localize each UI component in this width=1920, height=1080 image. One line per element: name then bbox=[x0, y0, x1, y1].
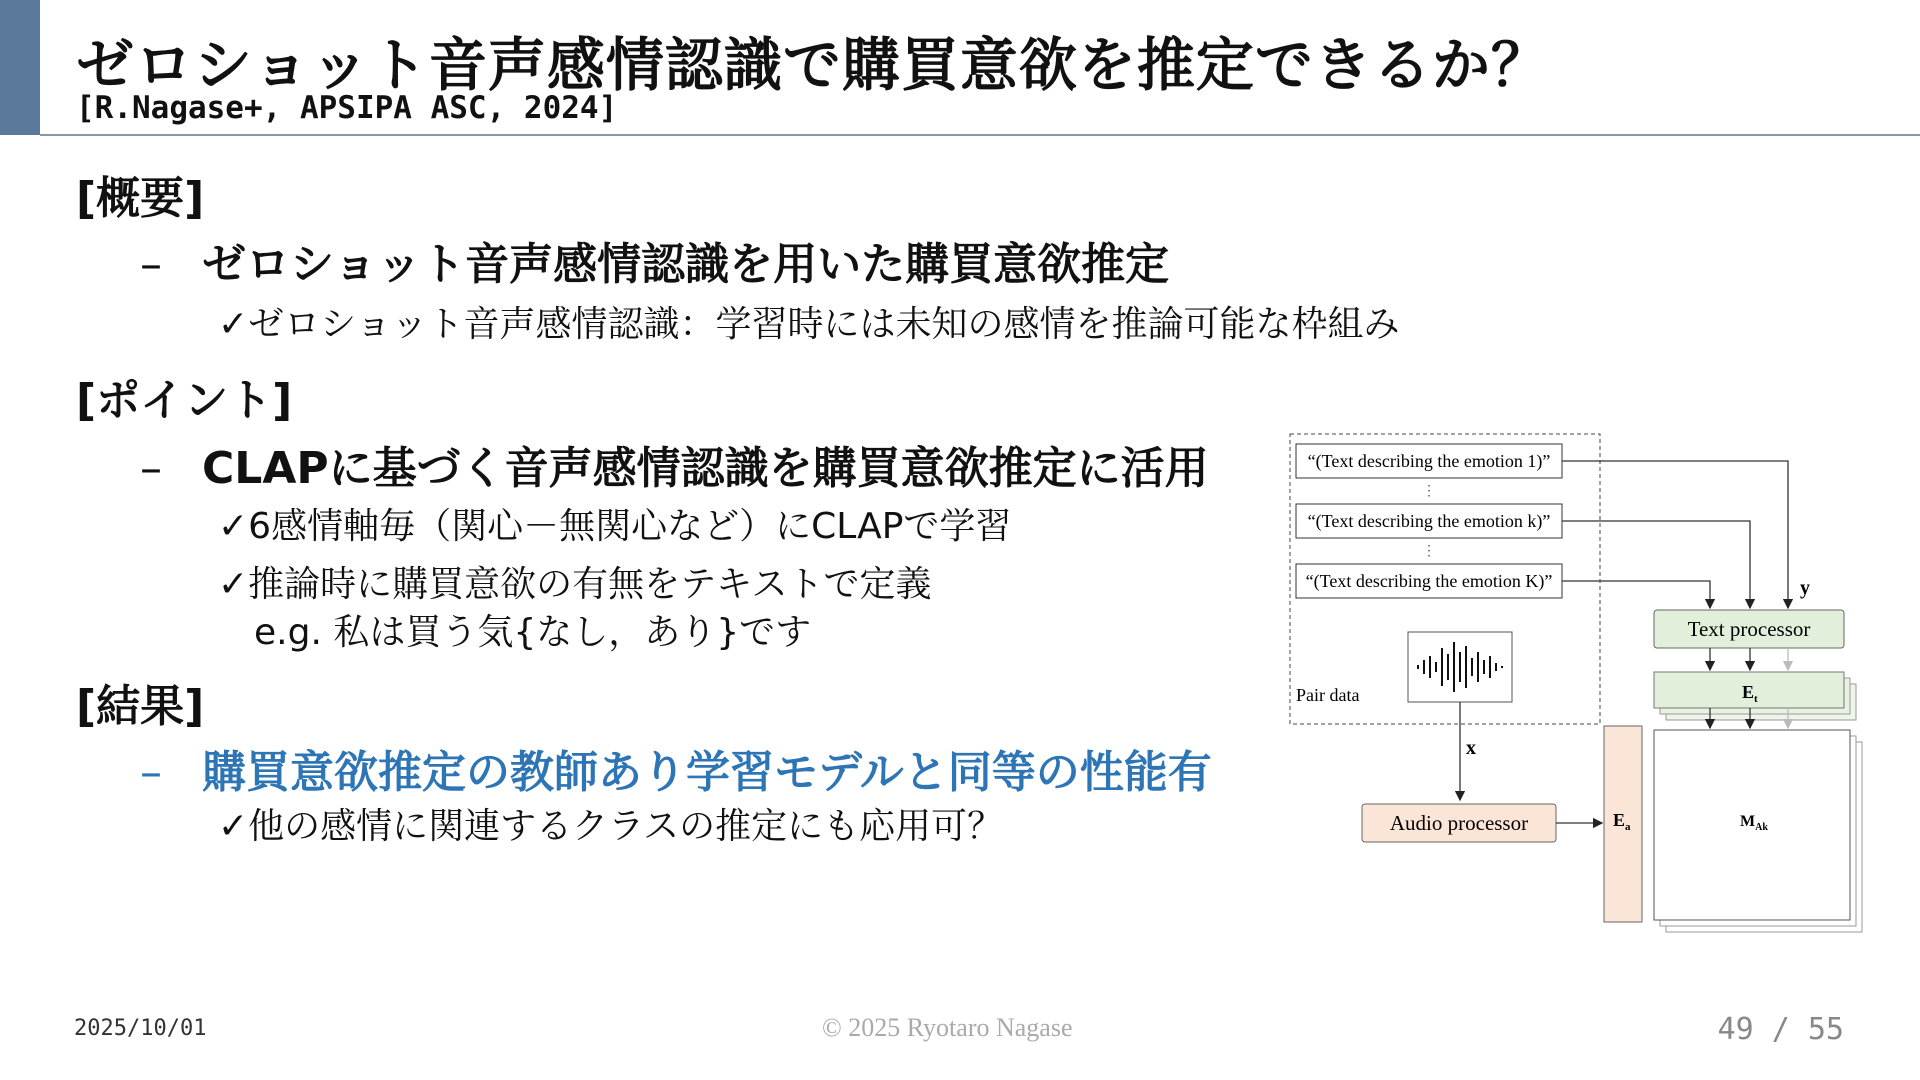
bullet-dash: – bbox=[140, 239, 162, 290]
citation: [R.Nagase+, APSIPA ASC, 2024] bbox=[76, 90, 618, 126]
bullet-dash: – bbox=[140, 443, 162, 494]
arrow-text1 bbox=[1562, 461, 1788, 608]
points-sub-1 bbox=[218, 498, 1011, 549]
title-divider bbox=[40, 134, 1920, 136]
points-sub-2 bbox=[218, 556, 931, 607]
clap-architecture-diagram bbox=[1280, 428, 1880, 938]
arrow-textK bbox=[1562, 581, 1710, 608]
points-example: e.g. 私は買う気{なし，あり}です bbox=[254, 612, 812, 653]
footer-copyright: © 2025 Ryotaro Nagase bbox=[822, 1013, 1073, 1042]
overview-item-text: ゼロショット音声感情認識を用いた購買意欲推定 bbox=[202, 239, 1170, 290]
vertical-ellipsis: ⋮ bbox=[1422, 544, 1436, 559]
text-box-K-label: “(Text describing the emotion K)” bbox=[1305, 571, 1553, 591]
footer-date: 2025/10/01 bbox=[74, 1016, 207, 1041]
overview-item bbox=[140, 228, 1169, 292]
results-sub bbox=[218, 798, 1003, 849]
overview-sub-text: ゼロショット音声感情認識：学習時には未知の感情を推論可能な枠組み bbox=[248, 304, 1400, 345]
audio-processor-label: Audio processor bbox=[1389, 811, 1529, 835]
vertical-ellipsis: ⋮ bbox=[1422, 484, 1436, 499]
page-number: 49 / 55 bbox=[1717, 1012, 1844, 1047]
et-label: $E_t$ bbox=[1742, 682, 1758, 705]
m-label: $M_{Ak}$ bbox=[1740, 813, 1768, 833]
check-icon: ✓ bbox=[218, 806, 249, 847]
points-heading: [ポイント] bbox=[76, 375, 293, 426]
check-icon: ✓ bbox=[218, 564, 249, 605]
title-accent-bar bbox=[0, 0, 40, 135]
points-item bbox=[140, 432, 1209, 496]
x-label: x bbox=[1466, 737, 1476, 759]
points-sub-2-text: 推論時に購買意欲の有無をテキストで定義 bbox=[248, 564, 932, 605]
results-item-text: 購買意欲推定の教師あり学習モデルと同等の性能有 bbox=[202, 747, 1212, 798]
text-processor-label: Text processor bbox=[1687, 617, 1811, 641]
results-sub-text: 他の感情に関連するクラスの推定にも応用可？ bbox=[248, 806, 1004, 847]
y-label: y bbox=[1800, 577, 1810, 599]
text-box-k-label: “(Text describing the emotion k)” bbox=[1307, 511, 1551, 531]
arrow-textk bbox=[1562, 521, 1750, 608]
ea-label: $E_a$ bbox=[1613, 810, 1631, 833]
results-item bbox=[140, 736, 1212, 800]
text-box-1-label: “(Text describing the emotion 1)” bbox=[1307, 451, 1551, 471]
overview-heading: [概要] bbox=[76, 173, 205, 224]
check-icon: ✓ bbox=[218, 506, 249, 547]
points-item-text: CLAPに基づく音声感情認識を購買意欲推定に活用 bbox=[202, 443, 1209, 494]
slide-title: ゼロショット音声感情認識で購買意欲を推定できるか？ bbox=[76, 31, 1550, 99]
results-heading: [結果] bbox=[76, 681, 205, 732]
bullet-dash: – bbox=[140, 747, 162, 798]
check-icon: ✓ bbox=[218, 304, 249, 345]
pair-data-label: Pair data bbox=[1296, 685, 1360, 705]
overview-sub bbox=[218, 296, 1399, 347]
points-sub-1-text: 6感情軸毎（関心－無関心など）にCLAPで学習 bbox=[248, 506, 1012, 547]
